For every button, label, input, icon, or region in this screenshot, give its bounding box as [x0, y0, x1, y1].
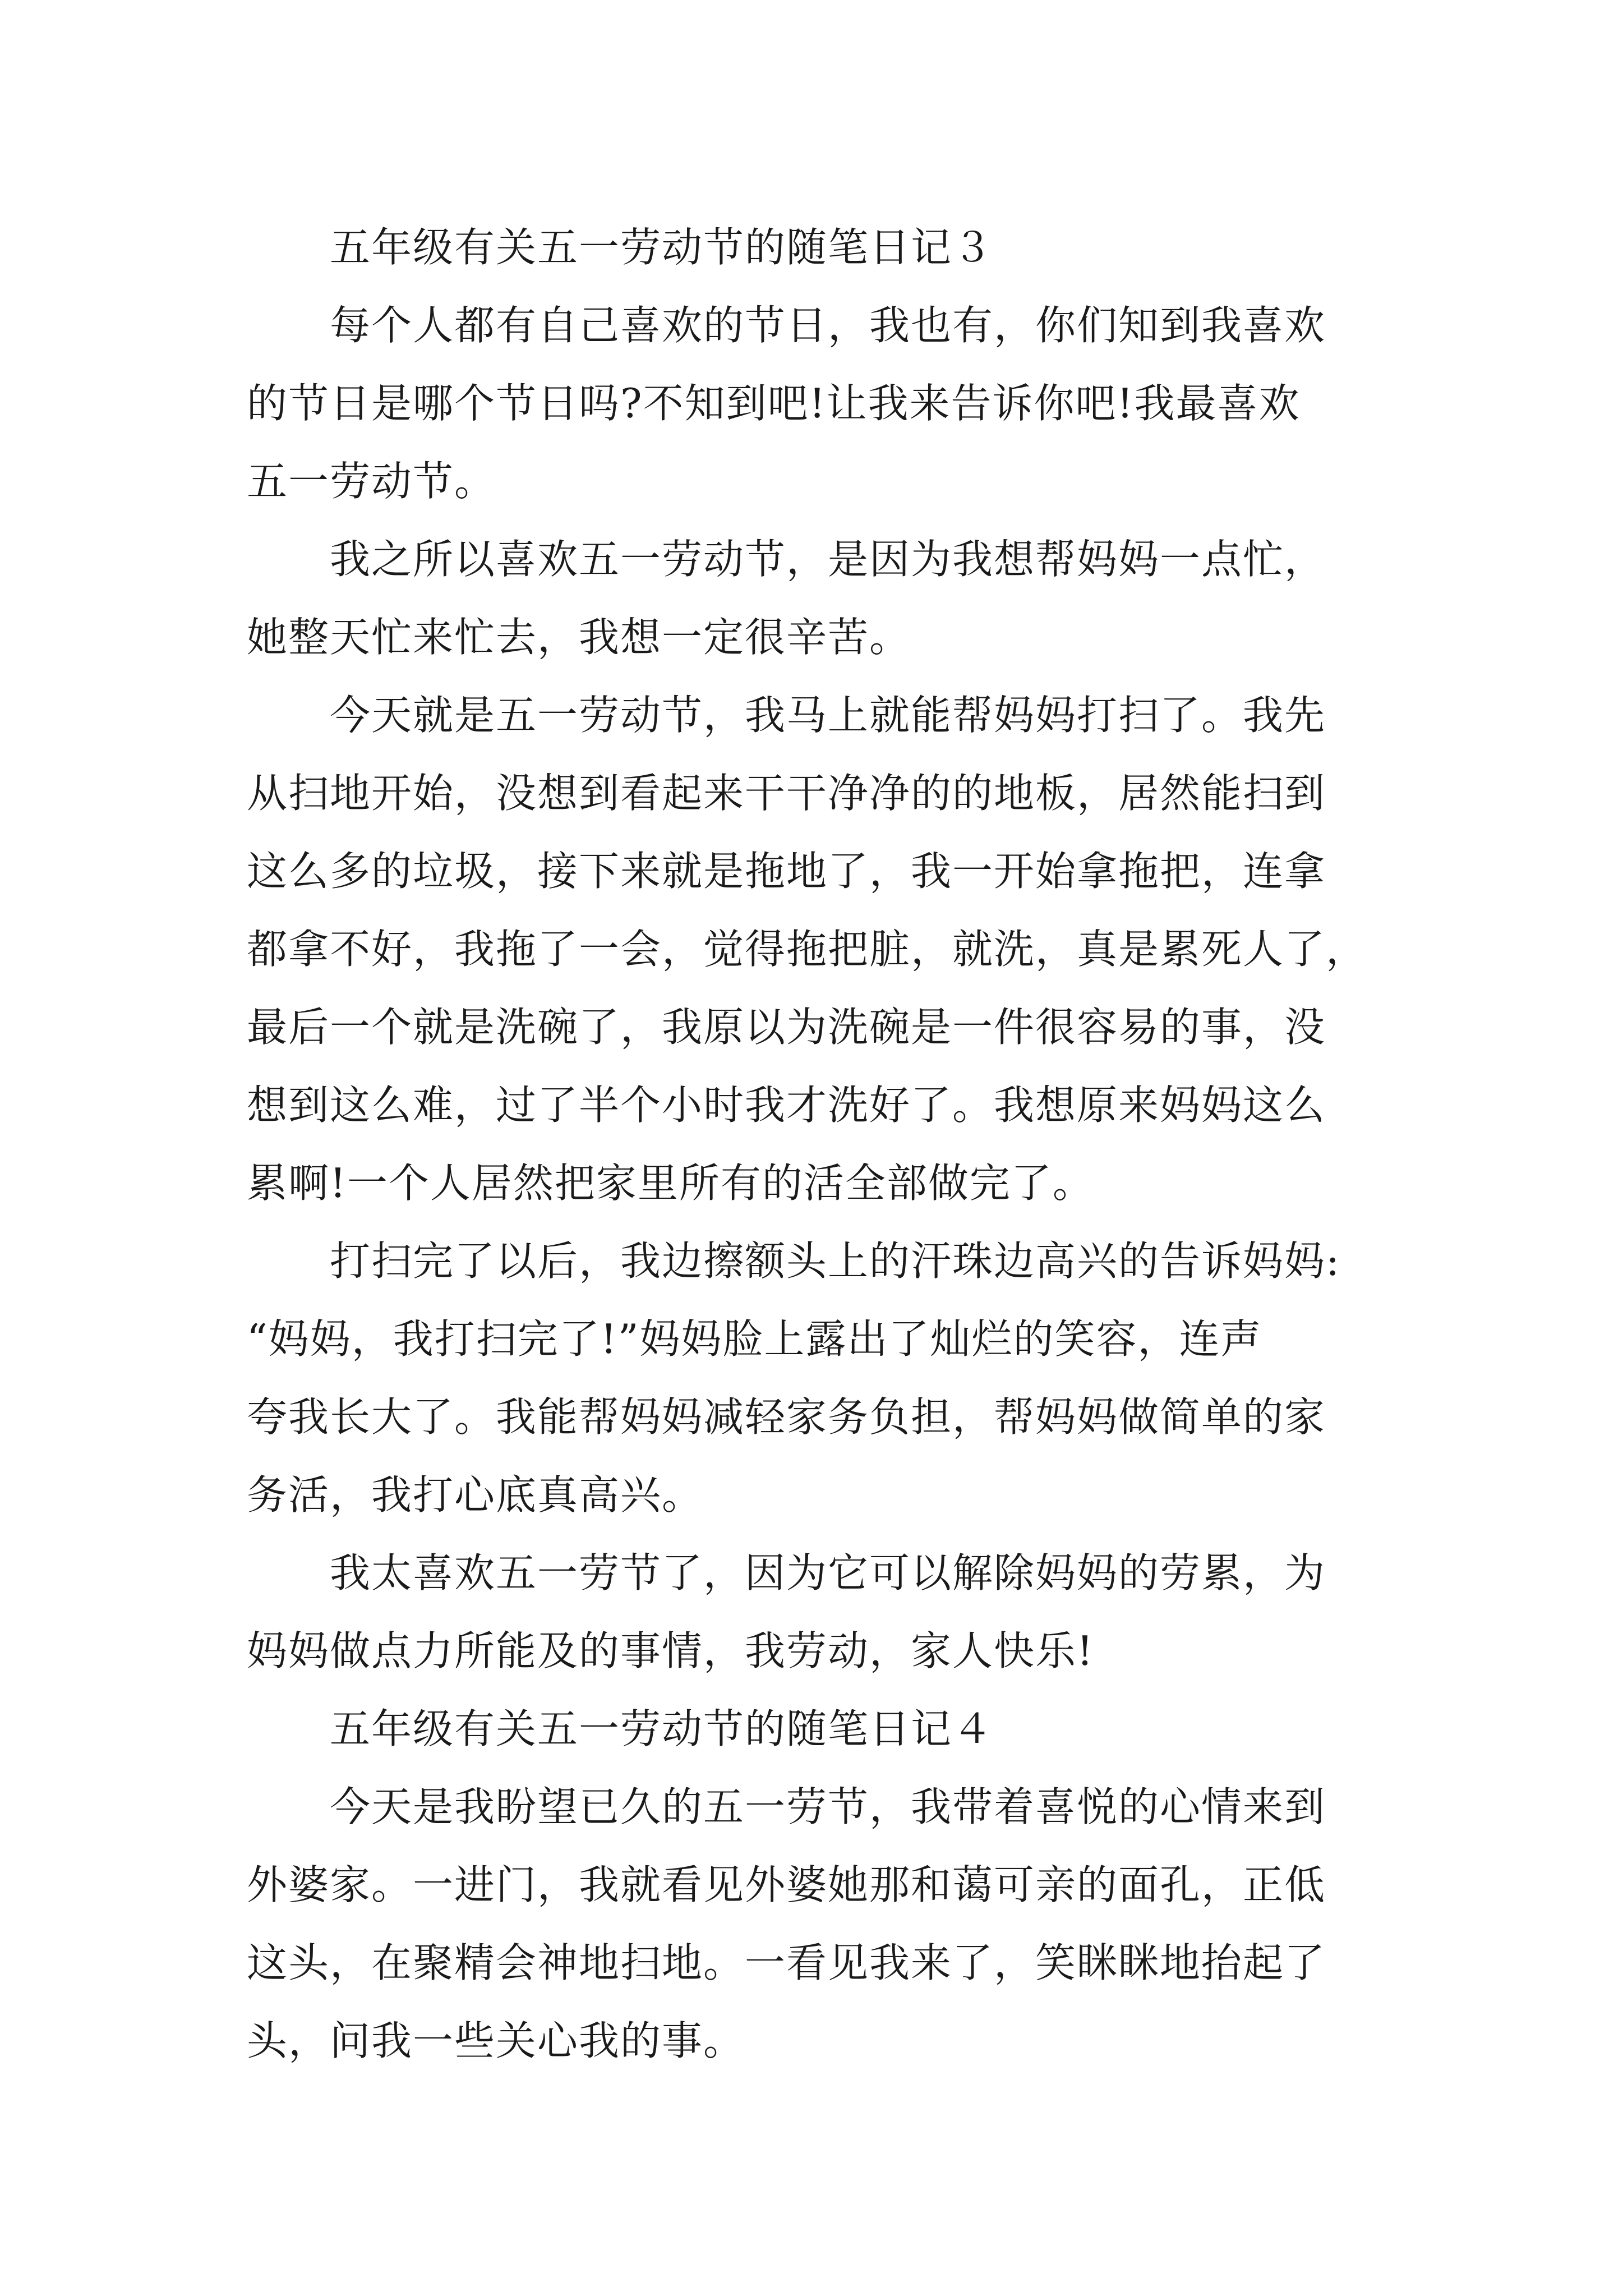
text-line: 每个人都有自己喜欢的节日，我也有，你们知到我喜欢: [330, 302, 1326, 349]
text-line: 打扫完了以后，我边擦额头上的汗珠边高兴的告诉妈妈:: [330, 1237, 1341, 1285]
text-line: 想到这么难，过了半个小时我才洗好了。我想原来妈妈这么: [247, 1082, 1326, 1129]
text-line: 最后一个就是洗碗了，我原以为洗碗是一件很容易的事，没: [247, 1004, 1326, 1051]
text-line: 都拿不好，我拖了一会，觉得拖把脏，就洗，真是累死人了，: [247, 926, 1368, 973]
text-line: 我太喜欢五一劳节了，因为它可以解除妈妈的劳累，为: [330, 1549, 1326, 1596]
text-line: 头，问我一些关心我的事。: [247, 2017, 745, 2064]
text-line: 今天就是五一劳动节，我马上就能帮妈妈打扫了。我先: [330, 692, 1326, 739]
text-line: 我之所以喜欢五一劳动节，是因为我想帮妈妈一点忙，: [330, 536, 1326, 583]
text-line: “妈妈，我打扫完了!”妈妈脸上露出了灿烂的笑容，连声: [247, 1315, 1262, 1363]
text-line: 这么多的垃圾，接下来就是拖地了，我一开始拿拖把，连拿: [247, 848, 1326, 895]
paragraph: [247, 1222, 1391, 1534]
text-line: 这头，在聚精会神地扫地。一看见我来了，笑眯眯地抬起了: [247, 1939, 1326, 1986]
text-line: 妈妈做点力所能及的事情，我劳动，家人快乐!: [247, 1627, 1094, 1674]
paragraph: [247, 677, 1391, 1222]
paragraph: [247, 1768, 1391, 2080]
text-line: 累啊!一个人居然把家里所有的活全部做完了。: [247, 1159, 1094, 1207]
text-line: 她整天忙来忙去，我想一定很辛苦。: [247, 614, 911, 661]
paragraph: [247, 521, 1391, 677]
paragraph: [247, 1534, 1391, 1690]
text-line: 今天是我盼望已久的五一劳节，我带着喜悦的心情来到: [330, 1783, 1326, 1830]
text-line: 的节日是哪个节日吗?不知到吧!让我来告诉你吧!我最喜欢: [247, 380, 1301, 427]
text-line: 从扫地开始，没想到看起来干干净净的的地板，居然能扫到: [247, 770, 1326, 817]
document-body: [247, 209, 1391, 2080]
paragraph: [247, 287, 1391, 521]
section-heading: 五年级有关五一劳动节的随笔日记３: [330, 224, 994, 271]
text-line: 外婆家。一进门，我就看见外婆她那和蔼可亲的面孔，正低: [247, 1861, 1326, 1908]
text-line: 务活，我打心底真高兴。: [247, 1471, 704, 1519]
text-line: 夸我长大了。我能帮妈妈减轻家务负担，帮妈妈做简单的家: [247, 1393, 1326, 1441]
section-heading: 五年级有关五一劳动节的随笔日记４: [330, 1705, 994, 1752]
text-line: 五一劳动节。: [247, 458, 496, 505]
